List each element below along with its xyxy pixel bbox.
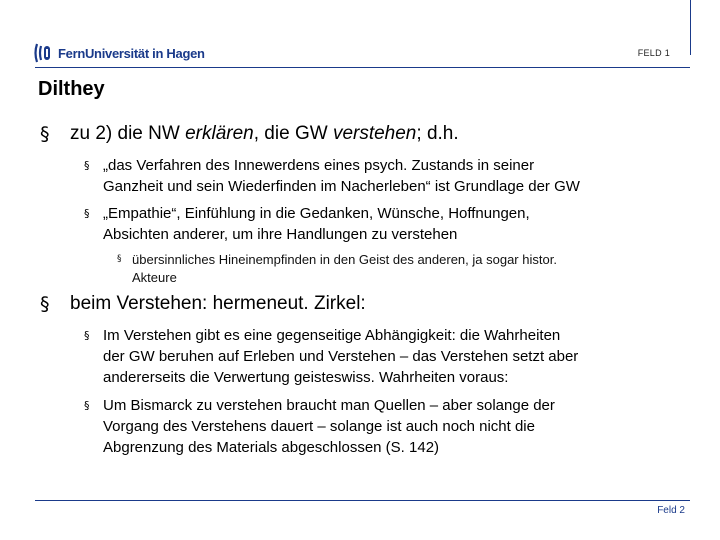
header-vertical-rule — [690, 0, 691, 55]
bullet-marker: § — [84, 399, 90, 412]
bullet-1-text — [70, 123, 459, 145]
bullet-1-post: ; d.h. — [416, 123, 459, 144]
bullet-marker: § — [84, 207, 90, 220]
bullet-1-pre: zu 2) die NW — [70, 123, 186, 144]
bullet-1-1-line-1: „das Verfahren des Innewerdens eines psych. Zustands in seiner — [103, 157, 535, 174]
bullet-1-em-verstehen: verstehen — [332, 123, 417, 144]
slide-title: Dilthey — [38, 78, 105, 100]
bullet-2-1-line-3: andererseits die Verwertung geisteswiss. Wahrheiten voraus: — [103, 369, 509, 386]
fernuni-logo-icon — [33, 40, 55, 66]
bullet-1-2-1-line-2: Akteure — [132, 270, 177, 285]
bullet-2-2-line-3: Abgrenzung des Materials abgeschlossen (S. 142) — [103, 439, 440, 456]
bullet-1-mid: , die GW — [253, 123, 333, 144]
logo-text: FernUniversität in Hagen — [58, 45, 205, 61]
bullet-2-1-line-2: der GW beruhen auf Erleben und Verstehen – das Verstehen setzt aber — [103, 348, 579, 365]
bullet-1-2-line-2: Absichten anderer, um ihre Handlungen zu verstehen — [103, 226, 458, 243]
feld-label: FELD 1 — [637, 48, 670, 58]
bullet-marker: § — [84, 159, 90, 172]
bullet-marker: § — [117, 254, 122, 264]
fernuni-logo — [33, 38, 205, 68]
bullet-1-1-line-2: Ganzheit und sein Wiederfinden im Nacherleben“ ist Grundlage der GW — [103, 178, 580, 195]
bullet-1-2-1-line-1: übersinnliches Hineinempfinden in den Geist des anderen, ja sogar histor. — [132, 252, 557, 267]
bullet-2-1-line-1: Im Verstehen gibt es eine gegenseitige Abhängigkeit: die Wahrheiten — [103, 327, 561, 344]
bullet-marker: § — [84, 329, 90, 342]
slide-header — [0, 0, 720, 80]
bullet-1-em-erklaeren: erklären — [185, 123, 254, 144]
bullet-marker: § — [40, 123, 50, 145]
bullet-2-2-line-1: Um Bismarck zu verstehen braucht man Quellen – aber solange der — [103, 397, 555, 414]
bullet-marker: § — [40, 293, 50, 315]
footer-page-label: Feld 2 — [657, 505, 685, 516]
header-horizontal-rule — [35, 67, 690, 68]
bullet-1-2-line-1: „Empathie“, Einfühlung in die Gedanken, Wünsche, Hoffnungen, — [103, 205, 530, 222]
footer-horizontal-rule — [35, 500, 690, 501]
bullet-2-2-line-2: Vorgang des Verstehens dauert – solange ist auch noch nicht die — [103, 418, 535, 435]
bullet-2-text: beim Verstehen: hermeneut. Zirkel: — [70, 293, 366, 314]
